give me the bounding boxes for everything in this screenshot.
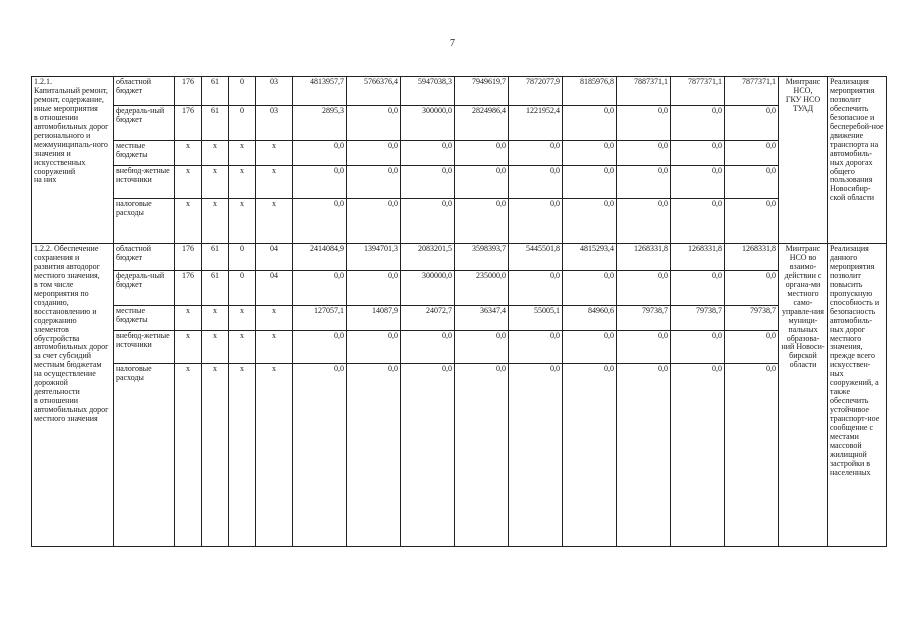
- amount-cell: 1268331,8: [617, 244, 671, 271]
- amount-cell: 0,0: [401, 364, 455, 547]
- code-cell: 0: [229, 244, 256, 271]
- funding-source-cell: налоговые расходы: [114, 199, 175, 244]
- funding-source-cell: местные бюджеты: [114, 306, 175, 331]
- amount-cell: 3598393,7: [455, 244, 509, 271]
- amount-cell: 0,0: [401, 141, 455, 166]
- amount-cell: 0,0: [509, 166, 563, 199]
- amount-cell: 84960,6: [563, 306, 617, 331]
- funding-source-cell: федераль-ный бюджет: [114, 106, 175, 141]
- amount-cell: 0,0: [617, 271, 671, 306]
- amount-cell: 0,0: [347, 199, 401, 244]
- amount-cell: 7949619,7: [455, 77, 509, 106]
- amount-cell: 300000,0: [401, 271, 455, 306]
- code-cell: x: [175, 199, 202, 244]
- amount-cell: 36347,4: [455, 306, 509, 331]
- code-cell: x: [256, 199, 293, 244]
- amount-cell: 0,0: [617, 141, 671, 166]
- amount-cell: 0,0: [293, 199, 347, 244]
- amount-cell: 0,0: [401, 199, 455, 244]
- code-cell: x: [202, 166, 229, 199]
- funding-source-cell: областной бюджет: [114, 244, 175, 271]
- amount-cell: 0,0: [293, 166, 347, 199]
- code-cell: x: [256, 166, 293, 199]
- code-cell: 04: [256, 244, 293, 271]
- amount-cell: 0,0: [671, 199, 725, 244]
- amount-cell: 0,0: [347, 141, 401, 166]
- amount-cell: 7887371,1: [617, 77, 671, 106]
- table-row: [32, 77, 887, 106]
- code-cell: x: [256, 141, 293, 166]
- amount-cell: 79738,7: [617, 306, 671, 331]
- amount-cell: 2083201,5: [401, 244, 455, 271]
- amount-cell: 0,0: [617, 331, 671, 364]
- amount-cell: 2414084,9: [293, 244, 347, 271]
- code-cell: x: [256, 364, 293, 547]
- code-cell: 04: [256, 271, 293, 306]
- funding-source-cell: местные бюджеты: [114, 141, 175, 166]
- code-cell: 0: [229, 77, 256, 106]
- funding-source-cell: областной бюджет: [114, 77, 175, 106]
- amount-cell: 0,0: [725, 271, 779, 306]
- code-cell: 176: [175, 244, 202, 271]
- code-cell: 176: [175, 77, 202, 106]
- code-cell: x: [202, 141, 229, 166]
- amount-cell: 0,0: [671, 106, 725, 141]
- amount-cell: 8185976,8: [563, 77, 617, 106]
- amount-cell: 1268331,8: [725, 244, 779, 271]
- amount-cell: 0,0: [671, 271, 725, 306]
- amount-cell: 24072,7: [401, 306, 455, 331]
- code-cell: x: [229, 364, 256, 547]
- code-cell: x: [229, 331, 256, 364]
- amount-cell: 0,0: [563, 364, 617, 547]
- amount-cell: 0,0: [401, 331, 455, 364]
- code-cell: 03: [256, 77, 293, 106]
- code-cell: 61: [202, 271, 229, 306]
- executor-cell: Минтранс НСО во взаимо-действии с органа-ми местного само-управле-ния муници-пальных образова-ний Новоси-бирской области: [779, 244, 828, 547]
- amount-cell: 5766376,4: [347, 77, 401, 106]
- amount-cell: 0,0: [725, 106, 779, 141]
- amount-cell: 0,0: [509, 141, 563, 166]
- code-cell: 176: [175, 106, 202, 141]
- amount-cell: 0,0: [563, 141, 617, 166]
- amount-cell: 0,0: [725, 141, 779, 166]
- amount-cell: 0,0: [563, 199, 617, 244]
- amount-cell: 0,0: [617, 166, 671, 199]
- amount-cell: 5445501,8: [509, 244, 563, 271]
- code-cell: x: [256, 306, 293, 331]
- amount-cell: 4813957,7: [293, 77, 347, 106]
- code-cell: 176: [175, 271, 202, 306]
- code-cell: x: [256, 331, 293, 364]
- code-cell: 03: [256, 106, 293, 141]
- amount-cell: 0,0: [671, 331, 725, 364]
- amount-cell: 55005,1: [509, 306, 563, 331]
- table-row: [32, 244, 887, 271]
- code-cell: x: [175, 306, 202, 331]
- amount-cell: 0,0: [293, 141, 347, 166]
- executor-cell: Минтранс НСО, ГКУ НСО ТУАД: [779, 77, 828, 244]
- amount-cell: 0,0: [509, 331, 563, 364]
- amount-cell: 235000,0: [455, 271, 509, 306]
- table-row: [32, 166, 887, 199]
- funding-source-cell: внебюд-жетные источники: [114, 331, 175, 364]
- amount-cell: 0,0: [293, 331, 347, 364]
- table-row: [32, 306, 887, 331]
- funding-source-cell: федераль-ный бюджет: [114, 271, 175, 306]
- amount-cell: 0,0: [509, 199, 563, 244]
- amount-cell: 300000,0: [401, 106, 455, 141]
- amount-cell: 127057,1: [293, 306, 347, 331]
- amount-cell: 0,0: [617, 106, 671, 141]
- amount-cell: 2895,3: [293, 106, 347, 141]
- code-cell: 0: [229, 106, 256, 141]
- amount-cell: 1394701,3: [347, 244, 401, 271]
- amount-cell: 0,0: [293, 364, 347, 547]
- funding-source-cell: внебюд-жетные источники: [114, 166, 175, 199]
- amount-cell: 79738,7: [725, 306, 779, 331]
- code-cell: x: [202, 199, 229, 244]
- amount-cell: 0,0: [563, 106, 617, 141]
- amount-cell: 7877371,1: [725, 77, 779, 106]
- expected-result-cell: Реализация данного мероприятия позволит повысить пропускную способность и безопасность автомобиль-ных дорог местного значения, прежде всего искусствен-ных сооружений, а также обеспечить устойчивое транспорт-ное сообщение с местами массовой жилищной застройки в населенных: [828, 244, 887, 547]
- table-row: [32, 364, 887, 547]
- code-cell: x: [202, 364, 229, 547]
- expected-result-cell: Реализация мероприятия позволит обеспечить безопасное и бесперебой-ное движение транспорта на автомобиль-ных дорогах общего пользования Новосибир-ской области: [828, 77, 887, 244]
- code-cell: 61: [202, 244, 229, 271]
- amount-cell: 1221952,4: [509, 106, 563, 141]
- amount-cell: 0,0: [347, 271, 401, 306]
- amount-cell: 0,0: [293, 271, 347, 306]
- code-cell: x: [202, 306, 229, 331]
- amount-cell: 2824986,4: [455, 106, 509, 141]
- amount-cell: 0,0: [725, 364, 779, 547]
- amount-cell: 0,0: [455, 166, 509, 199]
- amount-cell: 0,0: [455, 199, 509, 244]
- amount-cell: 0,0: [347, 364, 401, 547]
- amount-cell: 0,0: [563, 271, 617, 306]
- amount-cell: 14087,9: [347, 306, 401, 331]
- code-cell: x: [175, 166, 202, 199]
- amount-cell: 0,0: [725, 199, 779, 244]
- table-row: [32, 106, 887, 141]
- budget-table: [31, 76, 887, 547]
- amount-cell: 1268331,8: [671, 244, 725, 271]
- code-cell: x: [175, 141, 202, 166]
- amount-cell: 7877371,1: [671, 77, 725, 106]
- code-cell: x: [202, 331, 229, 364]
- code-cell: x: [229, 306, 256, 331]
- amount-cell: 7872077,9: [509, 77, 563, 106]
- amount-cell: 0,0: [671, 166, 725, 199]
- code-cell: 0: [229, 271, 256, 306]
- amount-cell: 0,0: [617, 199, 671, 244]
- amount-cell: 0,0: [671, 141, 725, 166]
- amount-cell: 0,0: [347, 331, 401, 364]
- amount-cell: 4815293,4: [563, 244, 617, 271]
- code-cell: x: [175, 331, 202, 364]
- funding-source-cell: налоговые расходы: [114, 364, 175, 547]
- table-row: [32, 271, 887, 306]
- code-cell: 61: [202, 106, 229, 141]
- code-cell: x: [175, 364, 202, 547]
- table-row: [32, 141, 887, 166]
- activity-name-cell: 1.2.1. Капитальный ремонт, ремонт, содержание, иные мероприятия в отношении автомобильных дорог регионального и межмуниципаль-ного значения и искусственных сооружений на них: [32, 77, 114, 244]
- code-cell: x: [229, 199, 256, 244]
- amount-cell: 0,0: [455, 141, 509, 166]
- amount-cell: 0,0: [725, 166, 779, 199]
- amount-cell: 0,0: [455, 364, 509, 547]
- code-cell: 61: [202, 77, 229, 106]
- amount-cell: 0,0: [401, 166, 455, 199]
- amount-cell: 79738,7: [671, 306, 725, 331]
- amount-cell: 0,0: [563, 166, 617, 199]
- table-row: [32, 331, 887, 364]
- amount-cell: 0,0: [671, 364, 725, 547]
- amount-cell: 0,0: [509, 271, 563, 306]
- amount-cell: 0,0: [617, 364, 671, 547]
- code-cell: x: [229, 141, 256, 166]
- activity-name-cell: 1.2.2. Обеспечение сохранения и развития автодорог местного значения, в том числе мероприятия по созданию, восстановлению и содержанию элементов обустройства автомобильных дорог за счет субсидий местным бюджетам на осуществление дорожной деятельности в отношении автомобильных дорог местного значения: [32, 244, 114, 547]
- table-row: [32, 199, 887, 244]
- page-number: 7: [450, 38, 455, 49]
- amount-cell: 0,0: [509, 364, 563, 547]
- amount-cell: 0,0: [455, 331, 509, 364]
- amount-cell: 0,0: [347, 106, 401, 141]
- amount-cell: 0,0: [347, 166, 401, 199]
- amount-cell: 5947038,3: [401, 77, 455, 106]
- code-cell: x: [229, 166, 256, 199]
- amount-cell: 0,0: [725, 331, 779, 364]
- amount-cell: 0,0: [563, 331, 617, 364]
